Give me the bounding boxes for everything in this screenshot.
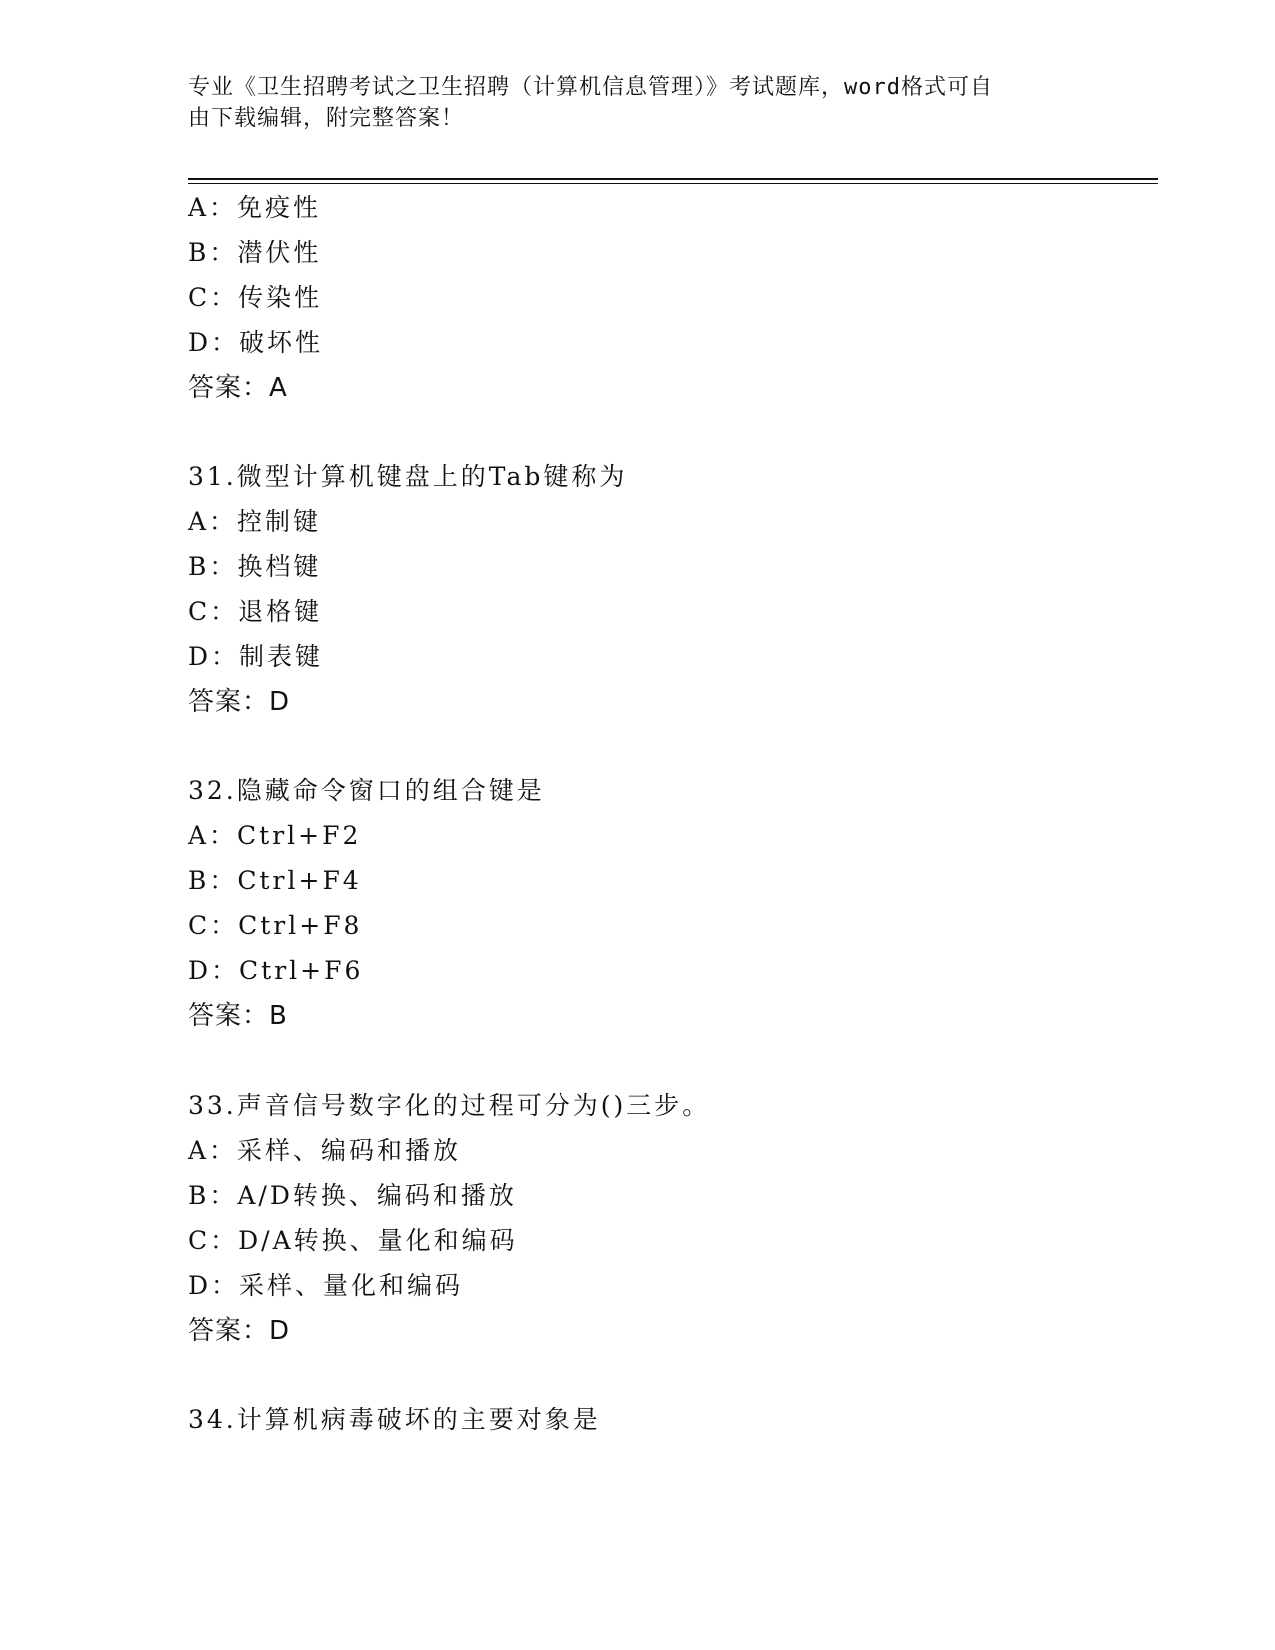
q32-question: 32.隐藏命令窗口的组合键是 [188,776,545,805]
header-line-2: 由下载编辑，附完整答案！ [188,106,465,131]
header-line-1: 专业《卫生招聘考试之卫生招聘（计算机信息管理）》考试题库，word格式可自 [188,75,993,100]
q33-option-c: C：D/A转换、量化和编码 [188,1226,518,1255]
q32-answer: 答案：B [188,1001,288,1031]
q34-question: 34.计算机病毒破坏的主要对象是 [188,1405,601,1434]
q33-option-d: D：采样、量化和编码 [188,1271,464,1300]
q30-option-d: D：破坏性 [188,328,324,357]
q31-option-c: C：退格键 [188,597,323,626]
q32-option-a: A：Ctrl+F2 [188,821,362,850]
q31-answer: 答案：D [188,687,291,717]
q31-option-b: B：换档键 [188,552,322,581]
q31-option-d: D：制表键 [188,642,324,671]
q33-option-a: A：采样、编码和播放 [188,1136,462,1165]
q32-option-d: D：Ctrl+F6 [188,956,364,985]
q30-option-a: A：免疫性 [188,193,322,222]
q30-option-b: B：潜伏性 [188,238,322,267]
q30-answer: 答案：A [188,373,288,403]
q32-option-b: B：Ctrl+F4 [188,866,362,895]
q33-question: 33.声音信号数字化的过程可分为()三步。 [188,1091,711,1120]
q33-option-b: B：A/D转换、编码和播放 [188,1181,517,1210]
header-divider [188,178,1158,184]
q32-option-c: C：Ctrl+F8 [188,911,363,940]
document-header [188,72,1088,134]
q31-question: 31.微型计算机键盘上的Tab键称为 [188,462,628,491]
q31-option-a: A：控制键 [188,507,322,536]
q33-answer: 答案：D [188,1316,291,1346]
q30-option-c: C：传染性 [188,283,323,312]
